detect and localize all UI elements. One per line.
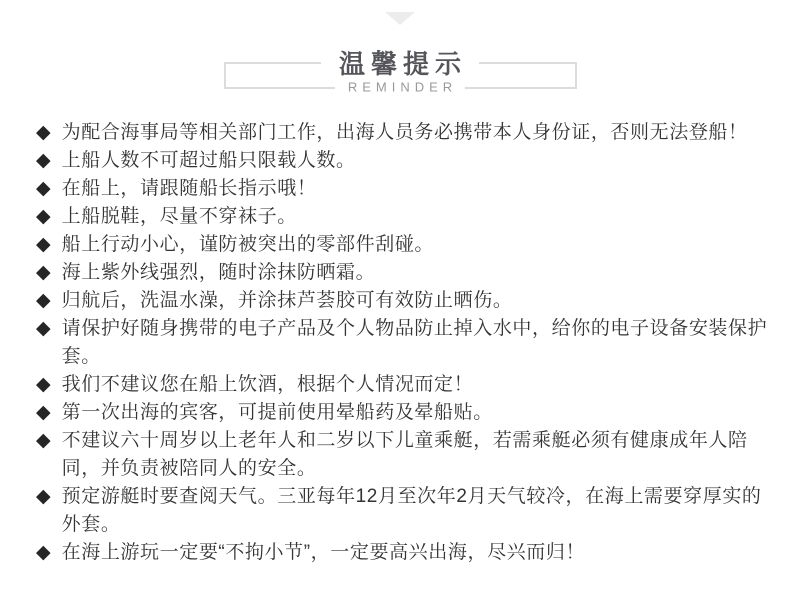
reminder-text: 船上行动小心，谨防被突出的零部件刮碰。 xyxy=(61,234,435,255)
reminder-item xyxy=(36,399,768,427)
header-frame xyxy=(224,49,577,95)
reminder-item xyxy=(36,203,768,231)
triangle-down-icon xyxy=(385,12,415,25)
reminder-text: 不建议六十周岁以上老年人和二岁以下儿童乘艇，若需乘艇必须有健康成年人陪同，并负责被陪同人的安全。 xyxy=(61,430,748,479)
diamond-bullet-icon: ◆ xyxy=(36,178,51,199)
diamond-bullet-icon: ◆ xyxy=(36,234,51,255)
reminder-text: 在船上，请跟随船长指示哦！ xyxy=(61,178,317,199)
reminder-text: 请保护好随身携带的电子产品及个人物品防止掉入水中，给你的电子设备安装保护套。 xyxy=(61,318,768,367)
reminder-notice-page xyxy=(0,12,800,595)
diamond-bullet-icon: ◆ xyxy=(36,122,51,143)
reminder-item xyxy=(36,427,768,483)
reminder-item xyxy=(36,371,768,399)
diamond-bullet-icon: ◆ xyxy=(36,486,51,507)
reminder-list xyxy=(0,119,800,567)
reminder-text: 我们不建议您在船上饮酒，根据个人情况而定！ xyxy=(61,374,474,395)
reminder-item xyxy=(36,539,768,567)
diamond-bullet-icon: ◆ xyxy=(36,430,51,451)
diamond-bullet-icon: ◆ xyxy=(36,402,51,423)
diamond-bullet-icon: ◆ xyxy=(36,290,51,311)
reminder-item xyxy=(36,147,768,175)
reminder-text: 为配合海事局等相关部门工作，出海人员务必携带本人身份证，否则无法登船！ xyxy=(61,122,748,143)
reminder-text: 上船脱鞋，尽量不穿袜子。 xyxy=(61,206,297,227)
reminder-text: 预定游艇时要查阅天气。三亚每年12月至次年2月天气较冷，在海上需要穿厚实的外套。 xyxy=(61,486,762,535)
diamond-bullet-icon: ◆ xyxy=(36,374,51,395)
reminder-item xyxy=(36,315,768,371)
reminder-text: 上船人数不可超过船只限载人数。 xyxy=(61,150,356,171)
reminder-text: 海上紫外线强烈，随时涂抹防晒霜。 xyxy=(61,262,376,283)
reminder-item xyxy=(36,231,768,259)
reminder-text: 第一次出海的宾客，可提前使用晕船药及晕船贴。 xyxy=(61,402,493,423)
diamond-bullet-icon: ◆ xyxy=(36,542,51,563)
reminder-text: 在海上游玩一定要“不拘小节”，一定要高兴出海，尽兴而归！ xyxy=(61,542,586,563)
diamond-bullet-icon: ◆ xyxy=(36,318,51,339)
reminder-text: 归航后，洗温水澡，并涂抹芦荟胶可有效防止晒伤。 xyxy=(61,290,513,311)
diamond-bullet-icon: ◆ xyxy=(36,262,51,283)
reminder-item xyxy=(36,259,768,287)
page-subtitle: REMINDER xyxy=(335,80,465,95)
reminder-item xyxy=(36,483,768,539)
diamond-bullet-icon: ◆ xyxy=(36,206,51,227)
diamond-bullet-icon: ◆ xyxy=(36,150,51,171)
reminder-item xyxy=(36,119,768,147)
page-title: 温馨提示 xyxy=(321,44,479,81)
reminder-item xyxy=(36,175,768,203)
reminder-item xyxy=(36,287,768,315)
